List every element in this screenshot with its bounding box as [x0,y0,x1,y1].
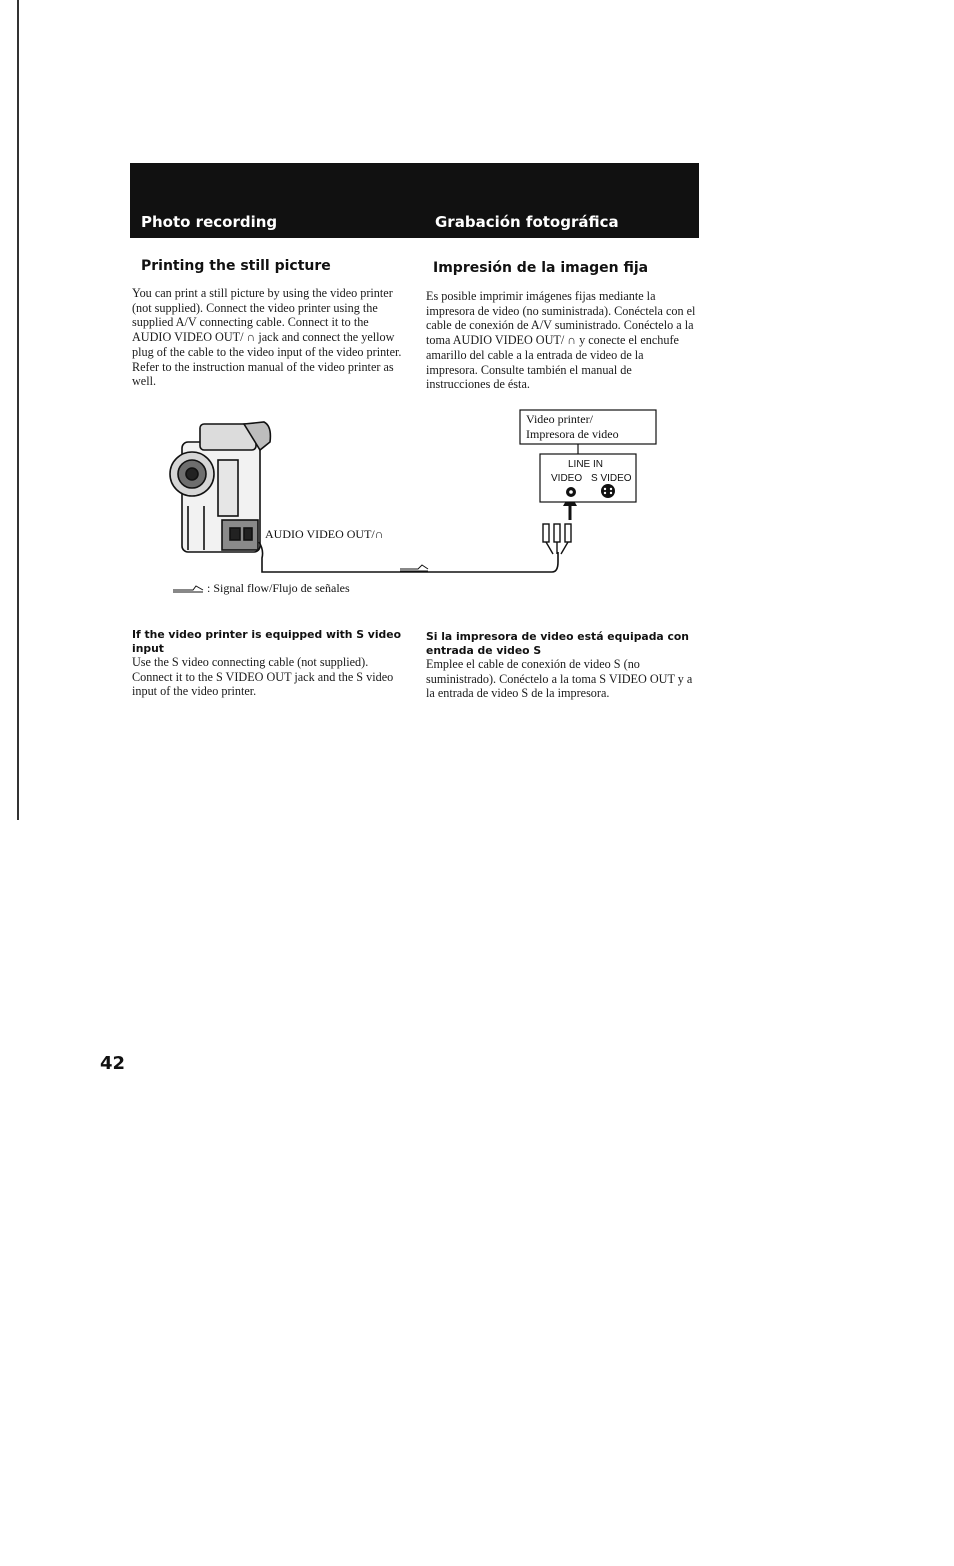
paragraph-es-wrap [426,289,698,392]
video-label: VIDEO [551,473,583,484]
legend-text: : Signal flow/Flujo de señales [207,581,350,595]
heading-es-wrap [433,260,703,276]
connection-diagram [160,402,700,602]
heading-en: Printing the still picture [141,258,331,274]
legend-arrow-icon [173,586,203,592]
page-number: 42 [100,1053,126,1074]
heading-es: Impresión de la imagen fija [433,260,649,276]
line-in-label: LINE IN [568,459,604,470]
video-jack-icon [566,487,576,497]
section-title-es: Grabación fotográfica [435,213,619,231]
margin-rule [17,0,19,820]
subsection-es [426,630,696,701]
paragraph-en-wrap [132,286,404,389]
subparagraph-en: Use the S video connecting cable (not supplied). Connect it to the S VIDEO OUT jack and the S video input of the video printer. [132,655,394,699]
jack-label: AUDIO VIDEO OUT/∩ [265,527,384,541]
paragraph-en: You can print a still picture by using the video printer (not supplied). Connect the video printer using the supplied A/V connecting cable. Connect it to the AUDIO VIDEO OUT/ ∩ jack and connect the yellow plug of the cable to the video input of the video printer. Refer to the instruction manual of the video printer as well. [132,286,402,389]
camcorder-icon [170,422,270,552]
section-header [130,163,699,238]
heading-en-wrap [141,258,401,274]
section-title-en: Photo recording [141,213,278,231]
subheading-en: If the video printer is equipped with S video input [132,628,401,655]
subheading-es: Si la impresora de video está equipada con entrada de video S [426,630,689,657]
subparagraph-es: Emplee el cable de conexión de video S (no suministrado). Conéctelo a la toma S VIDEO OUT y a la entrada de video S de la impresora. [426,657,693,701]
paragraph-es: Es posible imprimir imágenes fijas mediante la impresora de video (no suministrada). Conéctela con el cable de conexión de A/V suministrado. Conéctelo a la toma AUDIO VIDEO OUT/ ∩ y conecte el enchufe amarillo del cable a la entrada de video de la impresora. Consulte también el manual de instrucciones de ésta. [426,289,696,392]
s-video-label: S VIDEO [591,473,632,484]
signal-flow-arrow-icon [400,565,428,571]
plug-icon [543,524,571,554]
s-video-jack-icon [601,484,615,498]
printer-label-line2: Impresora de video [526,427,619,441]
printer-label-line1: Video printer/ [526,412,593,426]
subsection-en [132,628,407,699]
av-cable [259,542,558,572]
